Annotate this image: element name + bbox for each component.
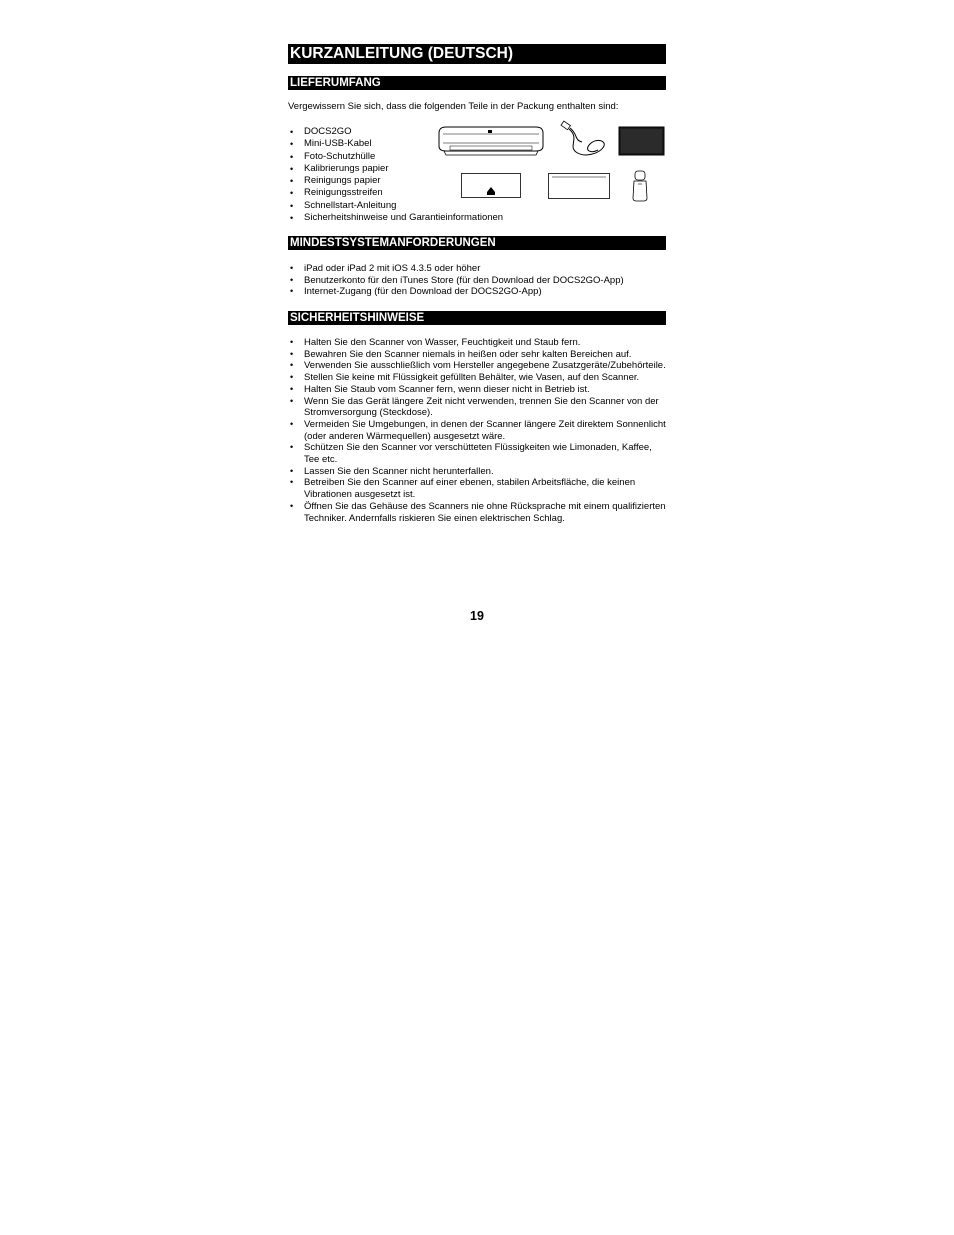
- page-title: KURZANLEITUNG (DEUTSCH): [288, 44, 666, 64]
- list-item: • Wenn Sie das Gerät längere Zeit nicht verwenden, trennen Sie den Scanner von der Stromversorgung (Steckdose).: [288, 396, 666, 419]
- list-item: • Benutzerkonto für den iTunes Store (für den Download der DOCS2GO-App): [288, 275, 666, 287]
- list-item: • Foto-Schutzhülle: [288, 151, 666, 163]
- cleaning-swab-icon: [631, 170, 649, 202]
- list-item: • Öffnen Sie das Gehäuse des Scanners nie ohne Rücksprache mit einem qualifizierten Techniker. Andernfalls riskieren Sie einen elektrischen Schlag.: [288, 501, 666, 524]
- section-sicherheit: [288, 311, 666, 524]
- list-item: • iPad oder iPad 2 mit iOS 4.3.5 oder höher: [288, 263, 666, 275]
- list-item: • Reinigungsstreifen: [288, 187, 666, 199]
- photo-sleeve-icon: [618, 126, 665, 156]
- list-item: • DOCS2GO: [288, 126, 666, 138]
- systemanforderungen-list: [288, 263, 666, 298]
- manual-page: [288, 44, 666, 524]
- cleaning-paper-icon: [548, 173, 610, 199]
- list-item: • Schnellstart-Anleitung: [288, 200, 666, 212]
- list-item: • Reinigungs papier: [288, 175, 666, 187]
- list-item: • Schützen Sie den Scanner vor verschütteten Flüssigkeiten wie Limonaden, Kaffee, Tee etc.: [288, 442, 666, 465]
- list-item: • Betreiben Sie den Scanner auf einer ebenen, stabilen Arbeitsfläche, die keinen Vibrationen ausgesetzt ist.: [288, 477, 666, 500]
- usb-cable-icon: [560, 120, 610, 158]
- list-item: • Halten Sie Staub vom Scanner fern, wenn dieser nicht in Betrieb ist.: [288, 384, 666, 396]
- sicherheit-list: [288, 337, 666, 524]
- section-title-systemanforderungen: MINDESTSYSTEMANFORDERUNGEN: [288, 236, 666, 250]
- list-item: • Vermeiden Sie Umgebungen, in denen der Scanner längere Zeit direktem Sonnenlicht (oder anderen Wärmequellen) ausgesetzt wäre.: [288, 419, 666, 442]
- list-item: • Bewahren Sie den Scanner niemals in heißen oder sehr kalten Bereichen auf.: [288, 349, 666, 361]
- list-item: • Stellen Sie keine mit Flüssigkeit gefüllten Behälter, wie Vasen, auf den Scanner.: [288, 372, 666, 384]
- list-item: • Halten Sie den Scanner von Wasser, Feuchtigkeit und Staub fern.: [288, 337, 666, 349]
- list-item: • Internet-Zugang (für den Download der DOCS2GO-App): [288, 286, 666, 298]
- section-title-lieferumfang: LIEFERUMFANG: [288, 76, 666, 90]
- calibration-paper-icon: [461, 173, 521, 198]
- section-systemanforderungen: [288, 236, 666, 298]
- section-title-sicherheit: SICHERHEITSHINWEISE: [288, 311, 666, 325]
- list-item: • Sicherheitshinweise und Garantieinformationen: [288, 212, 666, 224]
- scanner-icon: [436, 124, 546, 158]
- list-item: • Lassen Sie den Scanner nicht herunterfallen.: [288, 466, 666, 478]
- list-item: • Mini-USB-Kabel: [288, 138, 666, 150]
- page-number: 19: [470, 609, 484, 623]
- list-item: • Kalibrierungs papier: [288, 163, 666, 175]
- list-item: • Verwenden Sie ausschließlich vom Hersteller angegebene Zusatzgeräte/Zubehörteile.: [288, 360, 666, 372]
- lieferumfang-intro: Vergewissern Sie sich, dass die folgenden Teile in der Packung enthalten sind:: [288, 101, 619, 112]
